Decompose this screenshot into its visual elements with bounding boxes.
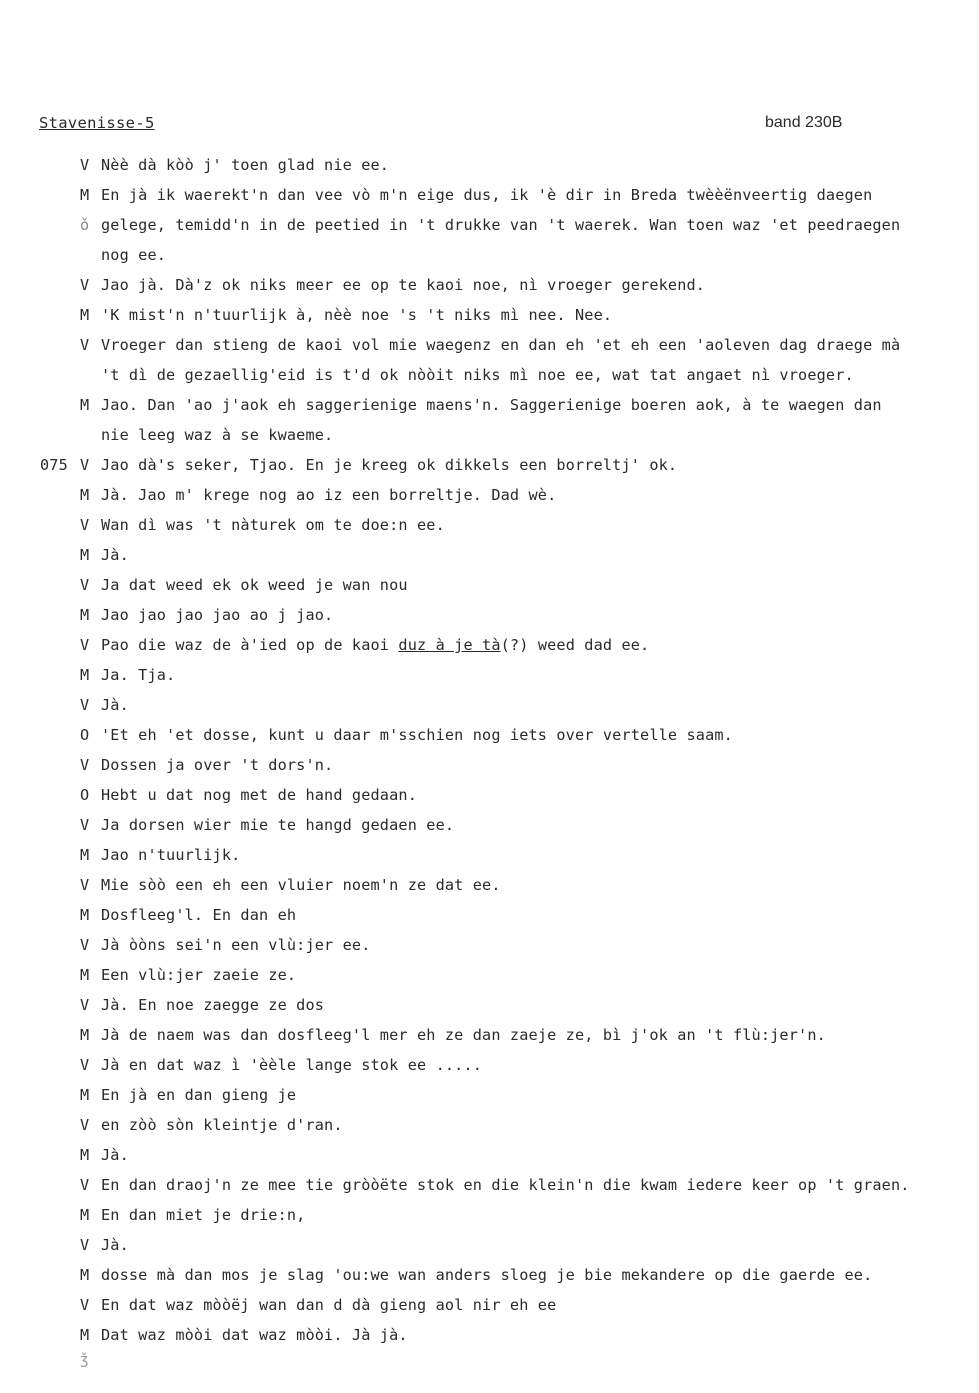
speaker-label: M [80,906,90,924]
transcript-line [0,450,979,480]
transcript-line [0,780,979,810]
transcript-line [0,1080,979,1110]
transcript-line [0,1200,979,1230]
transcript-line [0,1110,979,1140]
line-text: en zòò sòn kleintje d'ran. [101,1116,343,1134]
line-text: En dan draoj'n ze mee tie gròòëte stok en die klein'n die kwam iedere keer op 't graen. [101,1176,910,1194]
line-text: nie leeg waz à se kwaeme. [101,426,334,444]
line-text: Mie sòò een eh een vluier noem'n ze dat ee. [101,876,501,894]
line-text: 'Et eh 'et dosse, kunt u daar m'sschien nog iets over vertelle saam. [101,726,733,744]
transcript-line [0,750,979,780]
speaker-label: M [80,966,90,984]
line-text: Jao dà's seker, Tjao. En je kreeg ok dikkels een borreltj' ok. [101,456,678,474]
transcript-line [0,510,979,540]
transcript-line [0,600,979,630]
speaker-label: M [80,546,90,564]
speaker-label: V [80,576,90,594]
transcript-line [0,900,979,930]
transcript-line [0,840,979,870]
speaker-label: V [80,816,90,834]
line-text: Jà en dat waz ì 'èèle lange stok ee ..... [101,1056,483,1074]
transcript-line [0,930,979,960]
transcript [0,150,979,1350]
speaker-label: V [80,1116,90,1134]
band-label: band 230B [765,114,843,131]
document-title: Stavenisse-5 [39,114,155,132]
transcript-line [0,1290,979,1320]
line-text: Jà òòns sei'n een vlù:jer ee. [101,936,371,954]
line-text: Dossen ja over 't dors'n. [101,756,334,774]
speaker-label: O [80,786,90,804]
transcript-line [0,720,979,750]
line-text: Jao jao jao jao ao j jao. [101,606,334,624]
speaker-label: V [80,1296,90,1314]
speaker-label: V [80,156,90,174]
transcript-line [0,210,979,240]
line-text: Nèè dà kòò j' toen glad nie ee. [101,156,390,174]
line-text: Ja dorsen wier mie te hangd gedaen ee. [101,816,455,834]
transcript-line [0,660,979,690]
page-mark: ǯ [80,1352,89,1368]
line-text: Jà. [101,1236,129,1254]
line-text: Jao jà. Dà'z ok niks meer ee op te kaoi noe, nì vroeger gerekend. [101,276,706,294]
transcript-line [0,1260,979,1290]
transcript-line [0,360,979,390]
speaker-label: M [80,486,90,504]
line-text: Jao. Dan 'ao j'aok eh saggerienige maens'n. Saggerienige boeren aok, à te waegen dan [101,396,882,414]
transcript-line [0,240,979,270]
speaker-label: M [80,1206,90,1224]
line-text: dosse mà dan mos je slag 'ou:we wan anders sloeg je bie mekandere op die gaerde ee. [101,1266,873,1284]
speaker-label: V [80,1056,90,1074]
speaker-label: M [80,1326,90,1344]
transcript-line [0,1320,979,1350]
line-number: 075 [40,456,68,474]
line-text: Een vlù:jer zaeie ze. [101,966,297,984]
line-text: Dosfleeg'l. En dan eh [101,906,297,924]
line-text: 't dì de gezaellig'eid is t'd ok nòòit niks mì noe ee, wat tat angaet nì vroeger. [101,366,854,384]
transcript-line [0,810,979,840]
line-text: En dan miet je drie:n, [101,1206,306,1224]
transcript-line [0,150,979,180]
line-text: En jà ik waerekt'n dan vee vò m'n eige dus, ik 'è dir in Breda twèèënveertig daegen [101,186,873,204]
speaker-label: V [80,696,90,714]
speaker-label: V [80,456,90,474]
transcript-line [0,300,979,330]
speaker-label: M [80,606,90,624]
line-text: Pao die waz de à'ied op de kaoi duz à je tà(?) weed dad ee. [101,636,650,654]
line-text: Jà. En noe zaegge ze dos [101,996,325,1014]
speaker-label: V [80,996,90,1014]
line-text: Ja. Tja. [101,666,176,684]
transcript-line [0,960,979,990]
transcript-line [0,390,979,420]
line-text: En jà en dan gieng je [101,1086,297,1104]
transcript-line [0,570,979,600]
line-text: Jao n'tuurlijk. [101,846,241,864]
transcript-line [0,1140,979,1170]
line-text: 'K mist'n n'tuurlijk à, nèè noe 's 't niks mì nee. Nee. [101,306,613,324]
line-text: Jà. Jao m' krege nog ao iz een borreltje. Dad wè. [101,486,557,504]
line-text: Jà. [101,1146,129,1164]
transcript-line [0,1020,979,1050]
transcript-line [0,540,979,570]
line-text: Hebt u dat nog met de hand gedaan. [101,786,417,804]
line-text: En dat waz mòòëj wan dan d dà gieng aol nir eh ee [101,1296,557,1314]
underlined-text: duz à je tà [398,636,501,654]
speaker-label: M [80,396,90,414]
transcript-line [0,1170,979,1200]
speaker-label: V [80,516,90,534]
speaker-label: V [80,1236,90,1254]
line-text: Ja dat weed ek ok weed je wan nou [101,576,408,594]
speaker-label: V [80,1176,90,1194]
transcript-line [0,1230,979,1260]
transcript-line [0,480,979,510]
speaker-label: M [80,1146,90,1164]
speaker-label: V [80,756,90,774]
speaker-label: M [80,846,90,864]
speaker-label: M [80,1266,90,1284]
speaker-label: M [80,1086,90,1104]
line-text: Dat waz mòòi dat waz mòòi. Jà jà. [101,1326,408,1344]
line-text: gelege, temidd'n in de peetied in 't drukke van 't waerek. Wan toen waz 'et peedraegen [101,216,901,234]
line-text: Jà. [101,696,129,714]
margin-mark: ǒ [80,216,90,234]
line-text: Jà de naem was dan dosfleeg'l mer eh ze dan zaeje ze, bì j'ok an 't flù:jer'n. [101,1026,826,1044]
transcript-line [0,180,979,210]
transcript-line [0,870,979,900]
line-text: Wan dì was 't nàturek om te doe:n ee. [101,516,445,534]
speaker-label: V [80,336,90,354]
speaker-label: V [80,276,90,294]
transcript-line [0,420,979,450]
transcript-line [0,330,979,360]
transcript-line [0,630,979,660]
speaker-label: M [80,306,90,324]
speaker-label: V [80,636,90,654]
line-text: Jà. [101,546,129,564]
speaker-label: M [80,666,90,684]
transcript-line [0,270,979,300]
speaker-label: M [80,186,90,204]
speaker-label: M [80,1026,90,1044]
speaker-label: O [80,726,90,744]
transcript-line [0,1050,979,1080]
transcript-line [0,690,979,720]
speaker-label: V [80,936,90,954]
speaker-label: V [80,876,90,894]
line-text: nog ee. [101,246,167,264]
transcript-line [0,990,979,1020]
line-text: Vroeger dan stieng de kaoi vol mie waegenz en dan eh 'et eh een 'aoleven dag draege mà [101,336,901,354]
